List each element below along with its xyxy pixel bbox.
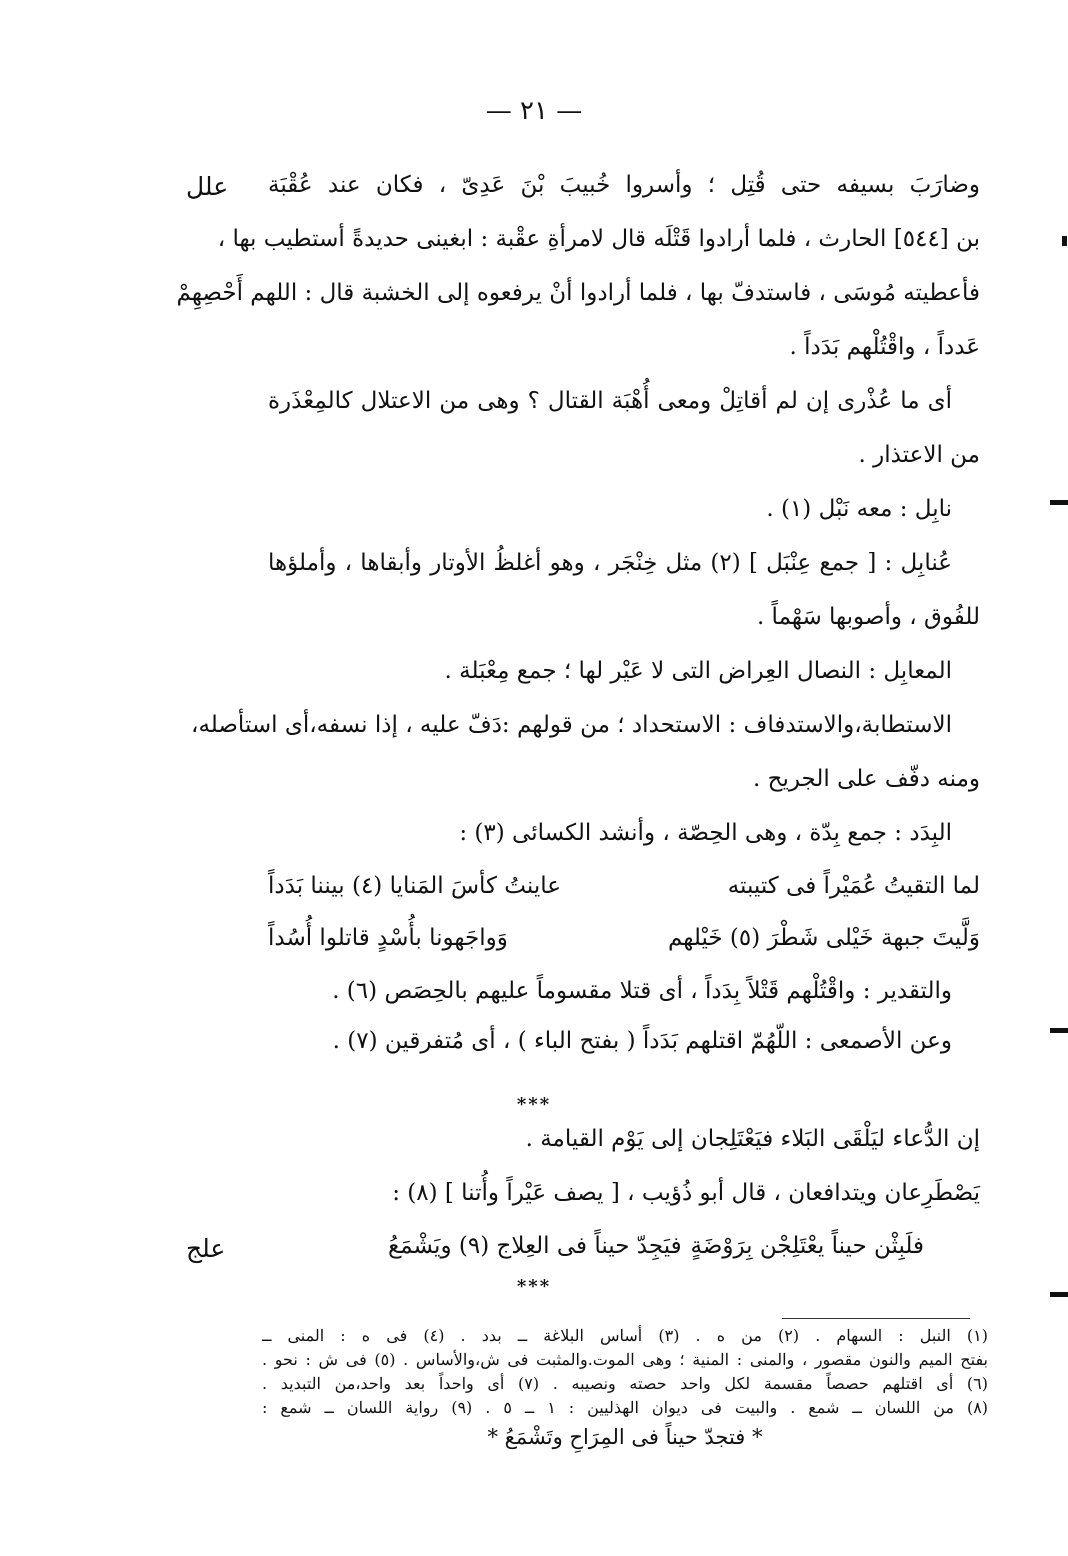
verse-hemistich: لما التقيتُ عُمَيْراً فى كتيبته — [727, 873, 980, 899]
text-line: بن [٥٤٤] الحارث ، فلما أرادوا قَتْلَه قال لامرأةِ عقْبة : ابغينى حديدةً أستطيب بها ، — [217, 226, 980, 252]
page-number: — ٢١ — — [485, 96, 583, 126]
text-line: فأعطيته مُوسَى ، فاستدفّ بها ، فلما أرادوا أنْ يرفعوه إلى الخشبة قال : اللهم أَحْصِهِمْ — [176, 280, 980, 306]
text-line: إن الدُّعاء ليَلْقَى البَلاء فيَعْتَلِجان إلى يَوْم القيامة . — [525, 1126, 980, 1152]
verse-line — [268, 1220, 980, 1272]
text-line: وعن الأصمعى : اللّهُمّ اقتلهم بَدَداً ( بفتح الباء ) ، أى مُتفرقين (٧) . — [332, 1028, 952, 1054]
footnote-line: (٨) من اللسان ــ شمع . والبيت فى ديوان الهذليين : ١ ــ ٥ . (٩) رواية اللسان ــ شمع : — [262, 1398, 989, 1417]
margin-note-root-1: علل — [186, 172, 229, 201]
main-text-continued — [268, 1112, 980, 1272]
verse-hemistich: فلَبِثْن حيناً يعْتَلِجْن بِرَوْضَةٍ — [690, 1233, 924, 1259]
text-line: ومنه دفّف على الجريح . — [753, 766, 980, 792]
section-separator: *** — [516, 1094, 552, 1115]
text-line: المعابِل : النصال العِراض التى لا عَيْر لها ؛ جمع مِعْبَلة . — [444, 658, 952, 684]
scan-edge-mark — [1050, 1292, 1068, 1297]
scan-edge-mark — [1062, 236, 1067, 246]
text-line: الاستطابة،والاستدفاف : الاستحداد ؛ من قولهم :دَفّ عليه ، إذا نسفه،أى استأصله، — [191, 712, 952, 738]
text-line: نابِل : معه نَبْل (١) . — [766, 496, 952, 522]
footnote-rule — [782, 1318, 970, 1319]
scan-edge-mark — [1050, 500, 1068, 505]
section-separator: *** — [516, 1276, 552, 1297]
footnote-line: (١) النبل : السهام . (٢) من ه . (٣) أساس البلاغة ــ بدد . (٤) فى ه : المنى ــ — [262, 1326, 989, 1345]
text-line: وضارَبَ بسيفه حتى قُتِل ؛ وأسروا خُبيبَ بْنَ عَدِىّ ، فكان عند عُقْبَة — [268, 172, 980, 198]
scan-edge-mark — [1050, 1028, 1068, 1033]
text-line: يَصْطَرِعان ويتدافعان ، قال أبو ذُؤيب ، [ يصف عَيْراً وأُتنا ] (٨) : — [392, 1180, 980, 1206]
footnote-verse: * فتجدّ حيناً فى المِرَاحِ وتَشْمَعُ * — [487, 1425, 763, 1449]
footnote-line: بفتح الميم والنون مقصور ، والمنى : المنية ؛ وهى الموت.والمثبت فى ش،والأساس . (٥) فى ش : نحو . — [262, 1350, 989, 1369]
text-line: من الاعتذار . — [858, 442, 980, 468]
text-line: والتقدير : واقْتُلْهم قَتْلاً بِدَداً ، أى قتلا مقسوماً عليهم بالحِصَص (٦) . — [332, 978, 952, 1004]
verse-hemistich: وَلَّيتَ جبهة خَيْلى شَطْرَ (٥) خَيْلهم — [667, 925, 980, 951]
footnotes — [262, 1324, 988, 1454]
text-line: عُنابِل : [ جمع عِنْبَل ] (٢) مثل خِنْجَر ، وهو أغلظُ الأوتار وأبقاها ، وأملؤها — [268, 550, 952, 576]
text-line: البِدَد : جمع بِدّة ، وهى الحِصّة ، وأنشد الكسائى (٣) : — [459, 820, 952, 846]
footnote-line: (٦) أى اقتلهم حصصاً مقسمة لكل واحد حصته ونصيبه . (٧) أى واحداً بعد واحد،من التبديد . — [262, 1374, 988, 1393]
text-line: أى ما عُذْرى إن لم أقاتِلْ ومعى أُهْبَة القتال ؟ وهى من الاعتلال كالمِعْذَرة — [268, 388, 952, 414]
margin-note-root-2: علج — [186, 1234, 226, 1263]
verse-line — [268, 912, 980, 964]
verse-line — [268, 860, 980, 912]
verse-hemistich: وَواجَهونا بأُسْدٍ قاتلوا أُسُداً — [268, 925, 508, 951]
verse-hemistich: فيَجِدّ حيناً فى العِلاج (٩) ويَشْمَعُ — [388, 1233, 682, 1259]
text-line: عَدداً ، واقْتُلْهم بَدَداً . — [789, 334, 980, 360]
verse-hemistich: عاينتُ كأسَ المَنايا (٤) بيننا بَدَداً — [268, 873, 561, 899]
text-line: للفُوق ، وأصوبها سَهْماً . — [756, 604, 980, 630]
